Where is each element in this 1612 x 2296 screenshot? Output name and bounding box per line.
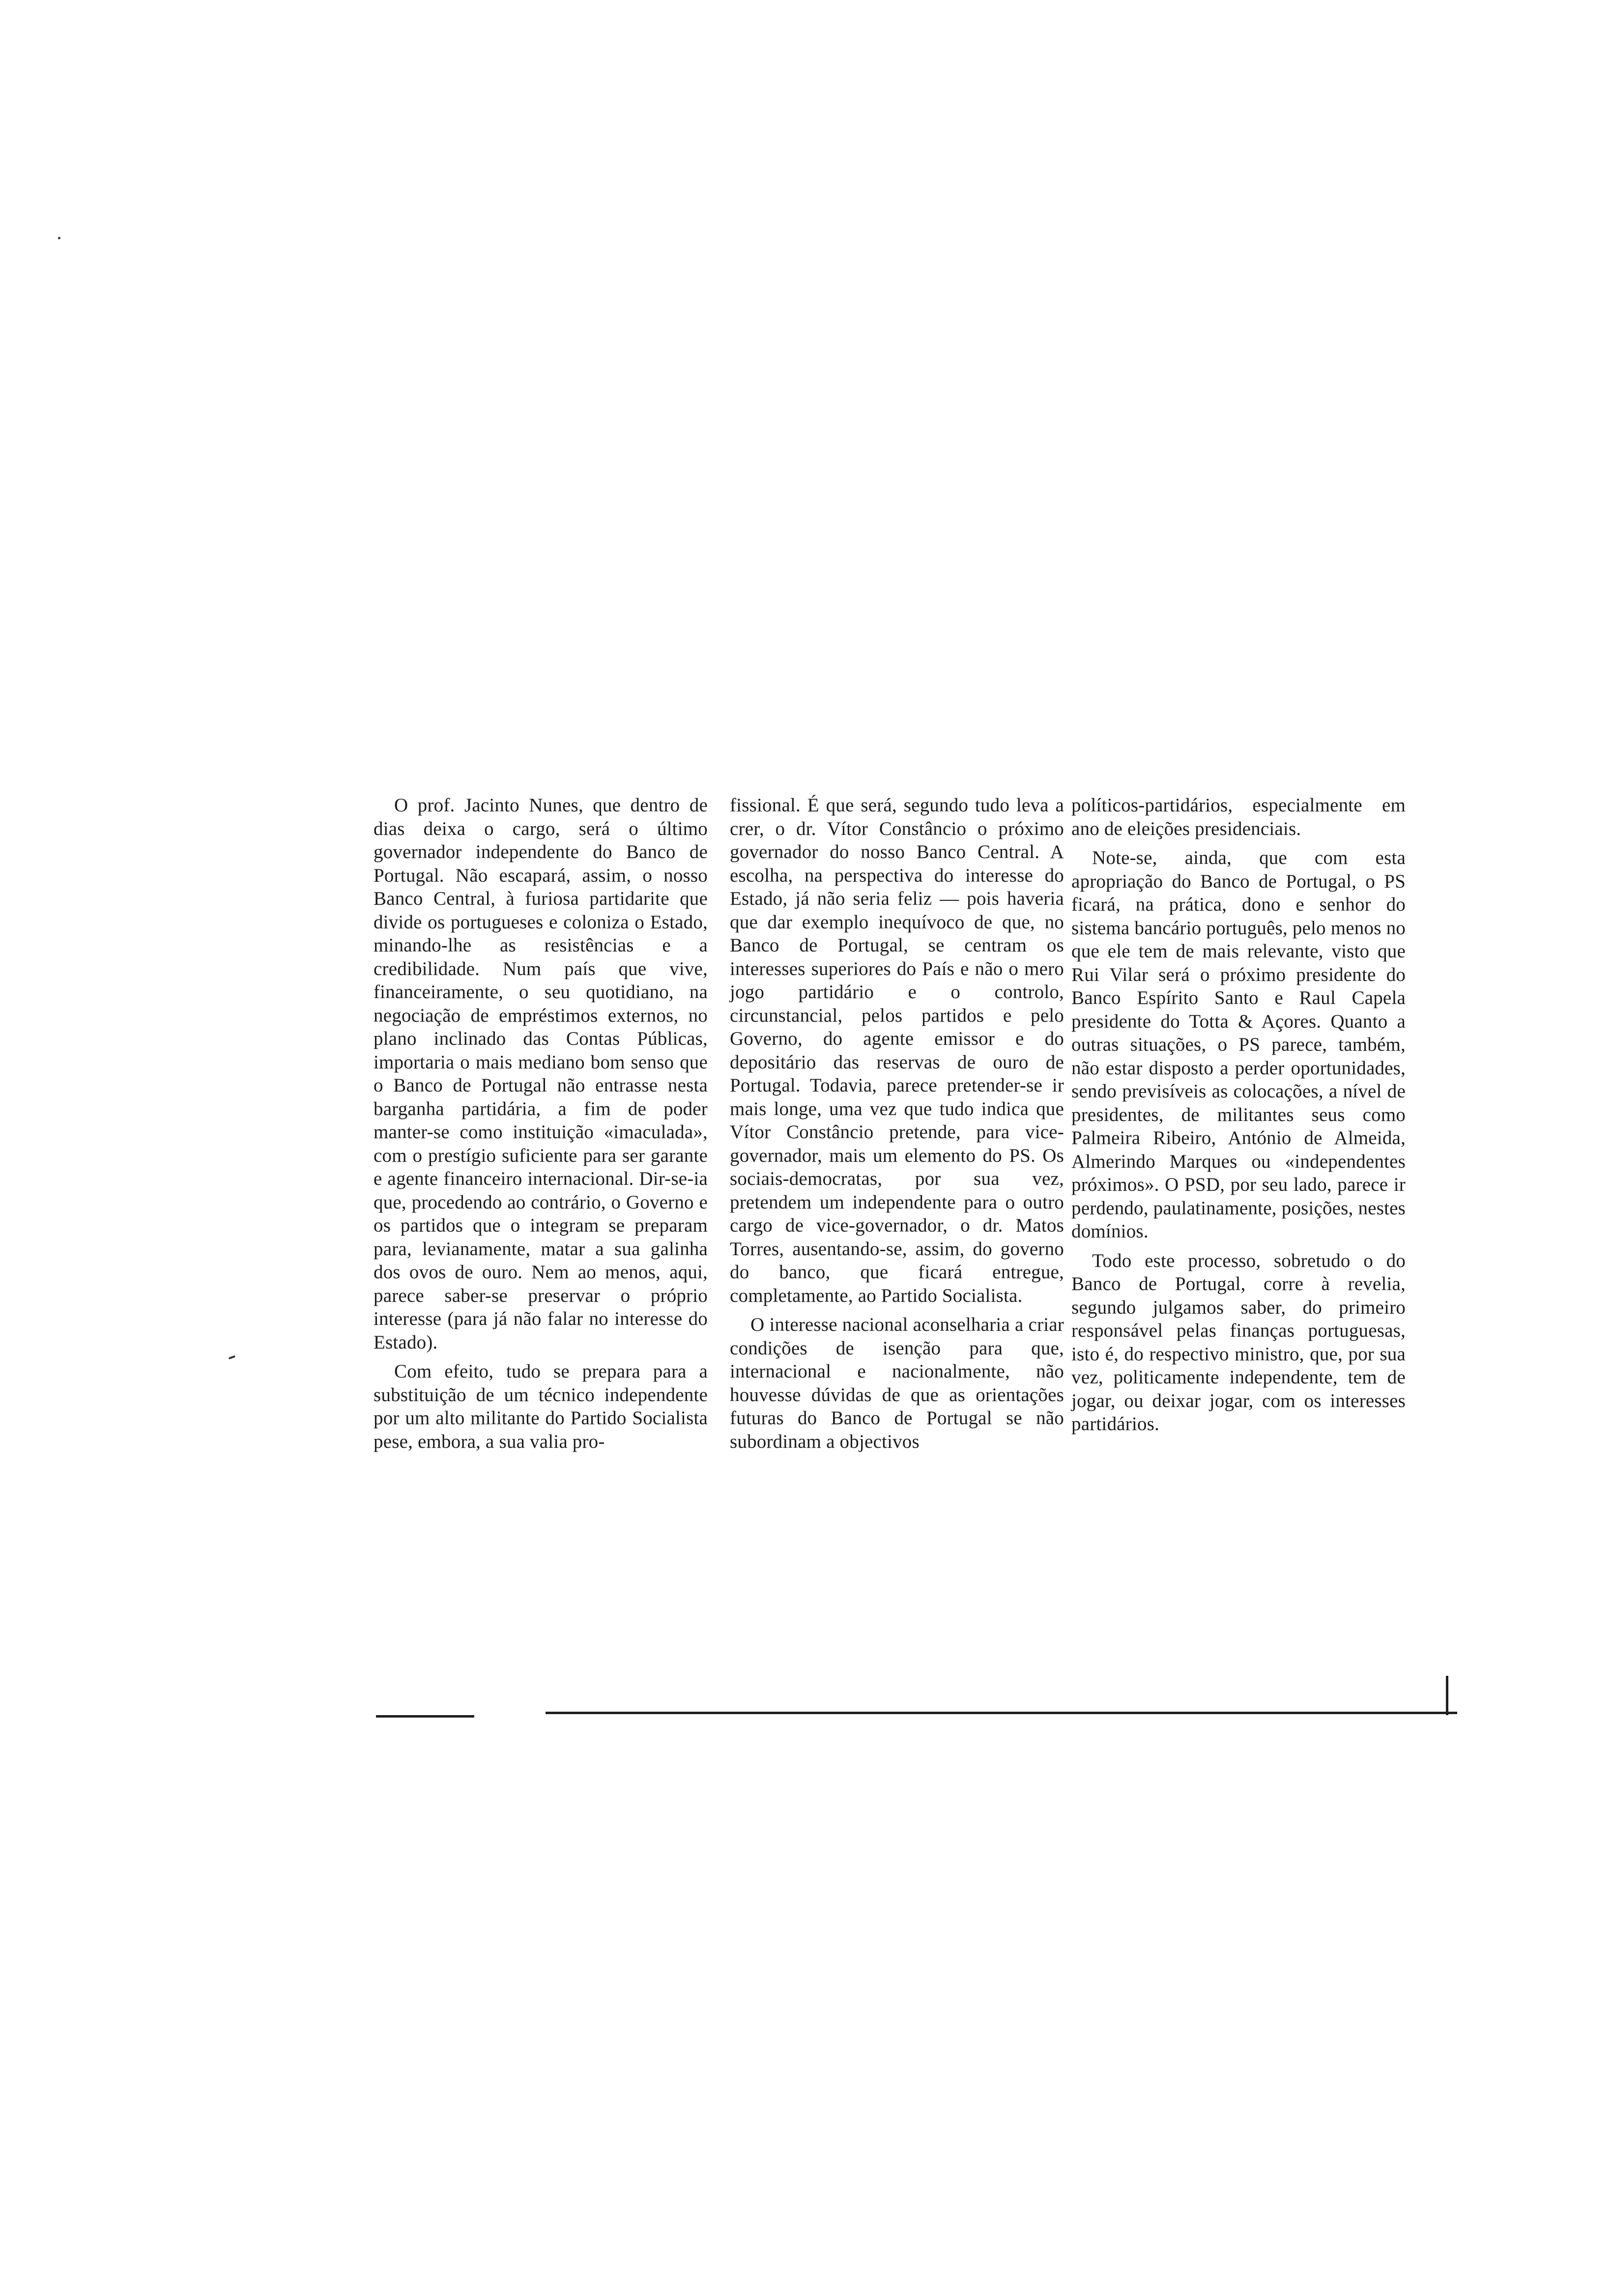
column-2-paragraph-1: fissional. É que será, segundo tudo leva a crer, o dr. Vítor Constâncio o próximo governador do nosso Banco Central. A escolha, na perspectiva do interesse do Estado, já não seria feliz — pois haveria que dar exemplo inequívoco de que, no Banco de Portugal, se centram os interesses superiores do País e não o mero jogo partidário e o controlo, circunstancial, pelos partidos e pelo Governo, do agente emissor e do depositário das reservas de ouro de Portugal. Todavia, parece pretender-se ir mais longe, uma vez que tudo indica que Vítor Constâncio pretende, para vice-governador, mais um elemento do PS. Os sociais-democratas, por sua vez, pretendem um independente para o outro cargo de vice-governador, o dr. Matos Torres, ausentando-se, assim, do governo do banco, que ficará entregue, completamente, ao Partido Socialista. [730, 795, 1064, 1306]
article-column-1 [374, 794, 708, 1459]
scan-speck [229, 1355, 236, 1360]
article-end-mark [1446, 1676, 1448, 1715]
column-3-paragraph-3: Todo este processo, sobretudo o do Banco de Portugal, corre à revelia, segundo julgamos saber, do primeiro responsável pelas finanças portuguesas, isto é, do respectivo ministro, que, por sua vez, politicamente independente, tem de jogar, ou deixar jogar, com os interesses partidários. [1071, 1250, 1406, 1435]
bottom-rule-long [546, 1712, 1457, 1714]
scan-speck [58, 237, 60, 239]
article [364, 794, 1455, 1752]
column-2-paragraph-2: O interesse nacional aconselharia a criar condições de isenção para que, internacional e nacionalmente, não houvesse dúvidas de que as orientações futuras do Banco de Portugal se não subordinam a objectivos [730, 1314, 1064, 1452]
article-column-2 [730, 794, 1064, 1459]
column-3-paragraph-2: Note-se, ainda, que com esta apropriação do Banco de Portugal, o PS ficará, na prática, dono e senhor do sistema bancário português, pelo menos no que ele tem de mais relevante, visto que Rui Vilar será o próximo presidente do Banco Espírito Santo e Raul Capela presidente do Totta & Açores. Quanto a outras situações, o PS parece, também, não estar disposto a perder oportunidades, sendo previsíveis as colocações, a nível de presidentes, de militantes seus como Palmeira Ribeiro, António de Almeida, Almerindo Marques ou «independentes próximos». O PSD, por seu lado, parece ir perdendo, paulatinamente, posições, nestes domínios. [1071, 847, 1406, 1242]
column-3-paragraph-1: políticos-partidários, especialmente em ano de eleições presidenciais. [1071, 795, 1406, 839]
column-1-paragraph-1: O prof. Jacinto Nunes, que dentro de dias deixa o cargo, será o último governador independente do Banco de Portugal. Não escapará, assim, o nosso Banco Central, à furiosa partidarite que divide os portugueses e coloniza o Estado, minando-lhe as resistências e a credibilidade. Num país que vive, financeiramente, o seu quotidiano, na negociação de empréstimos externos, no plano inclinado das Contas Públicas, importaria o mais mediano bom senso que o Banco de Portugal não entrasse nesta barganha partidária, a fim de poder manter-se como instituição «imaculada», com o prestígio suficiente para ser garante e agente financeiro internacional. Dir-se-ia que, procedendo ao contrário, o Governo e os partidos que o integram se preparam para, levianamente, matar a sua galinha dos ovos de ouro. Nem ao menos, aqui, parece saber-se preservar o próprio interesse (para já não falar no interesse do Estado). [374, 795, 708, 1353]
column-1-paragraph-2: Com efeito, tudo se prepara para a substituição de um técnico independente por um alto militante do Partido Socialista pese, embora, a sua valia pro- [374, 1361, 708, 1452]
article-column-3 [1071, 794, 1406, 1442]
bottom-rule-short [376, 1715, 474, 1718]
